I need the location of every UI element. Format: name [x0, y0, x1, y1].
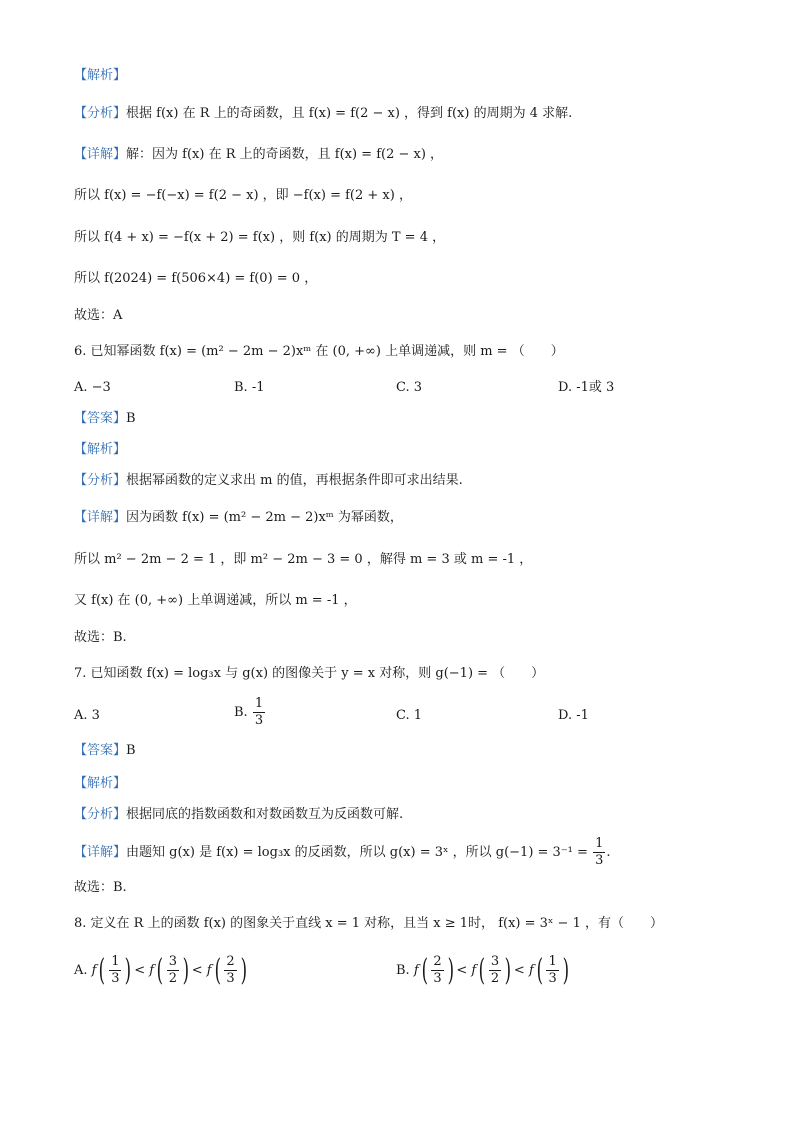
paren-open: (	[478, 952, 486, 988]
q8-option-b: B. f( $\frac{2}{3}$ ) < f( $\frac{3}{2}$ ) < f( $\frac{1}{3}$ )	[396, 952, 569, 988]
q6-option-d: D. -1或 3	[558, 380, 615, 395]
paren-close: )	[504, 952, 512, 988]
fenxi-label: 【分析】	[74, 106, 127, 121]
fenxi-text: 根据同底的指数函数和对数函数互为反函数可解.	[126, 807, 404, 822]
paren-close: )	[125, 952, 132, 988]
q6-option-c: C. 3	[396, 380, 423, 395]
fraction-denominator: 2	[168, 971, 178, 986]
function-f: f	[149, 963, 155, 978]
q7-jiexi-heading: 【解析】	[74, 776, 127, 791]
q7-stem: 7. 已知函数 f(x) = log₃x 与 g(x) 的图像关于 y = x 对称，则 g(−1) = （ ）	[74, 666, 545, 681]
fraction-denominator: 3	[254, 713, 264, 728]
q6-xiangjie	[74, 508, 403, 528]
q8-a-fraction-2	[167, 954, 179, 987]
fraction-numerator: 3	[490, 954, 500, 969]
fraction-denominator: 3	[111, 971, 120, 986]
q8-option-b-label: B.	[396, 963, 410, 978]
s1-step-2: 所以 f(4 + x) = −f(x + 2) = f(x) ，则 f(x) 的周期为 T = 4 ，	[74, 230, 446, 245]
s1-choice: 故选：A	[74, 308, 123, 323]
xiangjie-label: 【详解】	[74, 147, 127, 162]
xiangjie-fraction	[593, 836, 605, 869]
function-f: f	[206, 963, 212, 978]
q6-choice: 故选：B.	[74, 630, 127, 645]
fraction-numerator: 1	[254, 696, 264, 711]
q7-option-d: D. -1	[558, 708, 589, 723]
fraction-numerator: 3	[168, 954, 178, 969]
paren-open: (	[421, 952, 428, 988]
q8-a-fraction-3	[224, 954, 236, 987]
q6-option-b: B. -1	[234, 380, 265, 395]
fraction-numerator: 1	[595, 836, 604, 851]
answer-value: B	[126, 743, 136, 758]
q6-step-2: 又 f(x) 在 (0, +∞) 上单调递减，所以 m = -1 ，	[74, 593, 357, 608]
s1-step-1: 所以 f(x) = −f(−x) = f(2 − x) ，即 −f(x) = f(2 + x) ，	[74, 188, 412, 203]
paren-close: )	[447, 952, 454, 988]
xiangjie-text: 因为函数 f(x) = (m² − 2m − 2)xᵐ 为幂函数，	[126, 510, 403, 525]
answer-label: 【答案】	[74, 411, 127, 426]
q8-option-a-label: A.	[74, 963, 88, 978]
fraction-numerator: 2	[226, 954, 235, 969]
paren-open: (	[99, 952, 106, 988]
fraction-numerator: 1	[548, 954, 557, 969]
xiangjie-text: 由题知 g(x) 是 f(x) = log₃x 的反函数，所以 g(x) = 3ˣ ，所以 g(−1) = 3⁻¹ =	[126, 845, 588, 860]
paren-open: (	[156, 952, 164, 988]
fraction-denominator: 3	[548, 971, 557, 986]
q8-option-a: A. f( $\frac{1}{3}$ ) < f( $\frac{3}{2}$ ) < f( $\frac{2}{3}$ )	[74, 952, 247, 988]
q6-stem: 6. 已知幂函数 f(x) = (m² − 2m − 2)xᵐ 在 (0, +∞) 上单调递减，则 m = （ ）	[74, 344, 564, 359]
fenxi-text: 根据幂函数的定义求出 m 的值，再根据条件即可求出结果.	[126, 473, 463, 488]
answer-value: B	[126, 411, 136, 426]
q8-b-fraction-1	[431, 954, 443, 987]
answer-label: 【答案】	[74, 743, 127, 758]
q7-xiangjie	[74, 836, 611, 869]
q7-answer	[74, 741, 136, 761]
q6-step-1: 所以 m² − 2m − 2 = 1 ，即 m² − 2m − 3 = 0 ，解得 m = 3 或 m = -1 ，	[74, 552, 533, 567]
q8-stem: 8. 定义在 R 上的函数 f(x) 的图象关于直线 x = 1 对称，且当 x ≥ 1时， f(x) = 3ˣ − 1 ，有（ ）	[74, 916, 663, 931]
q6-answer	[74, 409, 136, 429]
q7-option-c: C. 1	[396, 708, 423, 723]
fraction-denominator: 2	[490, 971, 500, 986]
fraction-denominator: 3	[433, 971, 442, 986]
q6-fenxi	[74, 471, 463, 491]
function-f: f	[471, 963, 477, 978]
fraction-numerator: 1	[111, 954, 120, 969]
q6-jiexi-heading: 【解析】	[74, 442, 127, 457]
q7-option-b-fraction	[253, 696, 265, 729]
paren-close: )	[240, 952, 247, 988]
paren-open: (	[536, 952, 543, 988]
q7-fenxi	[74, 805, 403, 825]
function-f: f	[413, 963, 419, 978]
paren-close: )	[562, 952, 569, 988]
fenxi-label: 【分析】	[74, 473, 127, 488]
q7-option-a: A. 3	[74, 708, 100, 723]
q7-option-b-label: B.	[234, 705, 248, 720]
s1-step-3: 所以 f(2024) = f(506×4) = f(0) = 0 ，	[74, 271, 318, 286]
xiangjie-text: 解：因为 f(x) 在 R 上的奇函数，且 f(x) = f(2 − x) ，	[126, 147, 444, 162]
s1-fenxi	[74, 104, 572, 124]
fraction-denominator: 3	[595, 853, 604, 868]
paren-open: (	[214, 952, 221, 988]
xiangjie-period: .	[606, 845, 611, 860]
s1-xiangjie	[74, 145, 443, 165]
s1-jiexi-heading: 【解析】	[74, 68, 127, 83]
xiangjie-label: 【详解】	[74, 510, 127, 525]
q7-choice: 故选：B.	[74, 880, 127, 895]
q8-b-fraction-3	[546, 954, 558, 987]
q6-option-a: A. −3	[74, 380, 111, 395]
q7-option-b	[234, 696, 266, 729]
function-f: f	[528, 963, 534, 978]
paren-close: )	[182, 952, 190, 988]
fenxi-label: 【分析】	[74, 807, 127, 822]
fraction-numerator: 2	[433, 954, 442, 969]
q8-b-fraction-2	[489, 954, 501, 987]
function-f: f	[91, 963, 97, 978]
fraction-denominator: 3	[226, 971, 235, 986]
fenxi-text: 根据 f(x) 在 R 上的奇函数，且 f(x) = f(2 − x) ，得到 f(x) 的周期为 4 求解.	[126, 106, 573, 121]
xiangjie-label: 【详解】	[74, 845, 127, 860]
q8-a-fraction-1	[109, 954, 121, 987]
